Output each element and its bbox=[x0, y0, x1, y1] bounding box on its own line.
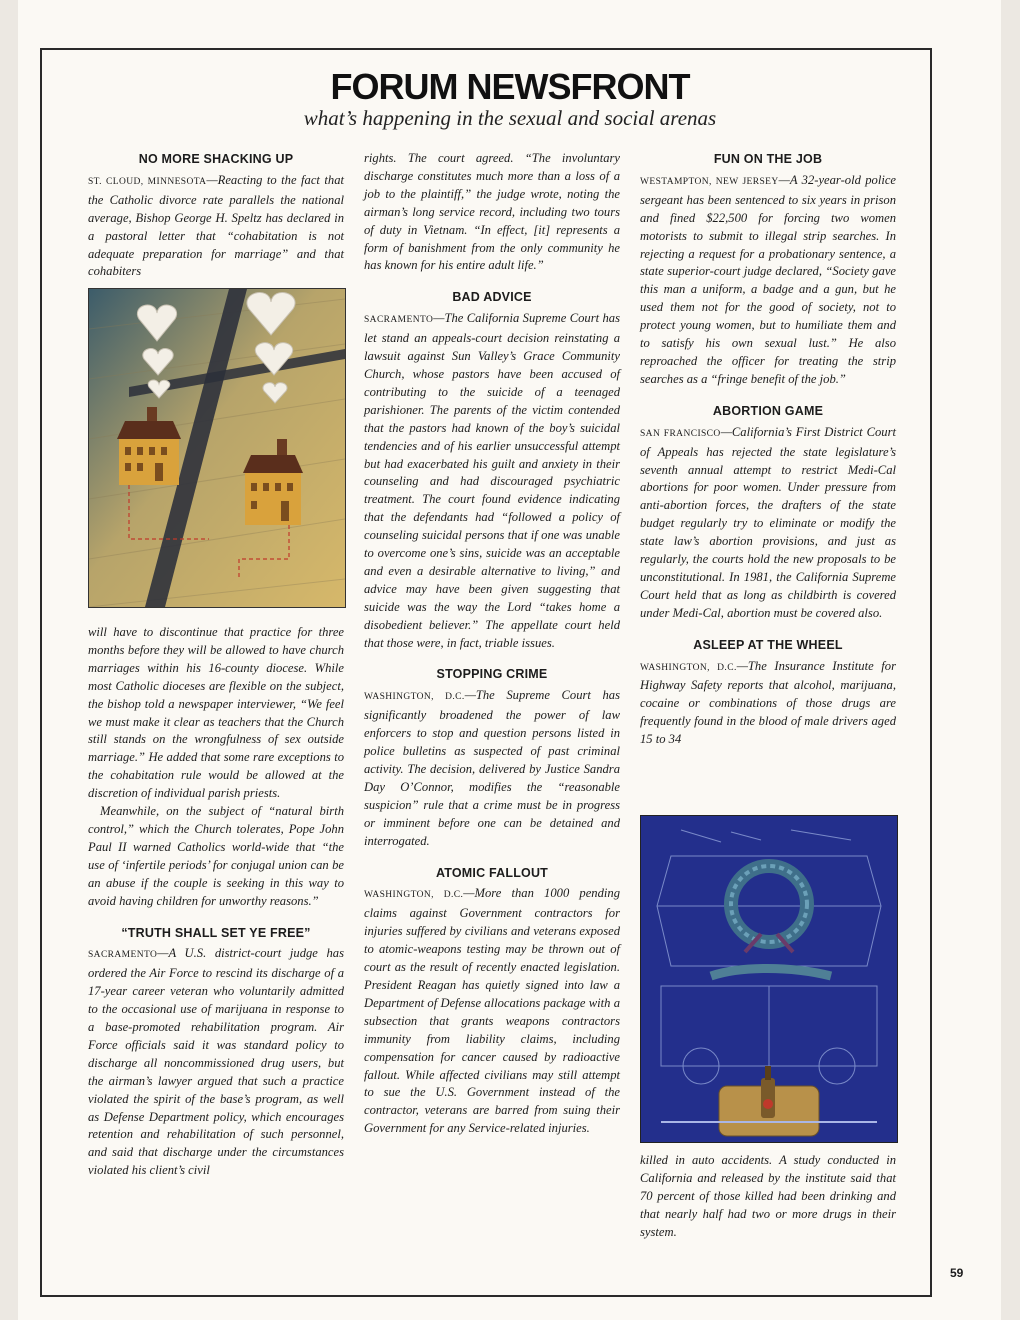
dateline: SAN FRANCISCO bbox=[640, 428, 721, 439]
article-text: Meanwhile, on the subject of “natural birth control,” which the Church tolerates, Pope John Paul II warned Catholics world-wide that “the use of ‘infertile periods’ for conjugal union can be an abuse if the couple is seeking in this way to avoid having children for unworthy reasons.” bbox=[88, 804, 344, 908]
dateline: WASHINGTON, D.C. bbox=[364, 890, 464, 901]
article-text: —More than 1000 pending claims against Government contractors for injuries suffered by civilians and veterans exposed to atomic-weapons testing may be thrown out of court as the result of recently enacted legislation. President Reagan has quietly signed into law a Department of Defense allocations package with a subsection that grants weapons contractors immunity from liability claims, including compensation for cancer caused by radioactive fallout. While affected civilians may still attempt to sue the U.S. Government instead of the contractor, veterans are barred from suing their Government for any Service-related injuries. bbox=[364, 886, 620, 1136]
article-text: —The California Supreme Court has let stand an appeals-court decision reinstating a lawsuit against Sun Valley’s Grace Community Church, whose pastors have been accused of contributing to the suicide of a teenaged parishioner. The parents of the victim contended that the pastors had known of the boy’s suicidal tendencies and of his earlier unsuccessful attempt but had exacerbated his guilt and anxiety in their counseling and had discouraged psychiatric treatment. The court found evidence indicating that the defendants had “followed a policy of counseling suicidal persons that if one was unable to overcome one’s sins, suicide was an acceptable and even a desirable alternative to living,” and advice may have been given suggesting that suicide was the way the Lord “takes home a disobedient believer.” The appellate court held that those were, in fact, triable issues. bbox=[364, 311, 620, 650]
headline-fun-on-the-job: FUN ON THE JOB bbox=[713, 152, 823, 166]
dateline: SACRAMENTO bbox=[364, 315, 434, 326]
houses-hearts-illustration bbox=[88, 288, 346, 608]
article-text: —A U.S. district-court judge has ordered the Air Force to rescind its discharge of a 17-year career veteran who voluntarily admitted to the occasional use of marijuana in response to a base-promoted rehabilitation program. Air Force officials said it was standard policy to discharge all noncommissioned drug users, but the airman’s lawyer argued that such a practice violated the spirit of the base’s program, as well as Defense Department policy, which encourages retention and rehabilitation of such personnel, and said that discharge under the circumstances violated his client’s civil bbox=[88, 946, 344, 1178]
headline-stopping-crime: STOPPING CRIME bbox=[436, 667, 548, 682]
page-number: 59 bbox=[950, 1266, 964, 1280]
column-3-bottom bbox=[640, 1152, 896, 1242]
dateline: WESTAMPTON, NEW JERSEY bbox=[640, 176, 779, 187]
page-title: FORUM NEWSFRONT bbox=[330, 66, 690, 107]
dateline: WASHINGTON, D.C. bbox=[640, 662, 737, 673]
dateline: ST. CLOUD, MINNESOTA bbox=[88, 176, 207, 187]
dateline: SACRAMENTO bbox=[88, 950, 158, 961]
headline-truth-shall-set-ye-free: “TRUTH SHALL SET YE FREE” bbox=[121, 925, 311, 940]
article-text: —A 32-year-old police sergeant has been sentenced to six years in prison and fined $22,500 for forcing two women motorists to submit to illegal strip searches. In rejecting a request for a probationary sentence, a state superior-court judge declared, “Society gave this man a uniform, a badge and a gun, but he used them not for the good of society, not to protect young women, but to humiliate them and to satisfy his own sexual lust.” He also reproached the officer for treating the strip searches as a “fringe benefit of the job.” bbox=[640, 172, 896, 386]
page-subtitle: what’s happening in the sexual and social arenas bbox=[303, 106, 717, 130]
column-3-top bbox=[640, 151, 896, 749]
dateline: WASHINGTON, D.C. bbox=[364, 692, 465, 703]
column-2 bbox=[364, 150, 620, 1138]
headline-atomic-fallout: ATOMIC FALLOUT bbox=[435, 865, 549, 880]
article-text: rights. The court agreed. “The involuntary discharge constitutes much more than a loss of a job to the plaintiff,” the judge wrote, noting the airman’s long service record, including two tours of duty in Vietnam. “In effect, [it] represents a form of banishment from the only community he has known for his entire adult life.” bbox=[364, 151, 620, 273]
blueprint-wreath-illustration bbox=[640, 815, 898, 1143]
column-1-top bbox=[88, 151, 344, 281]
article-text: —The Supreme Court has significantly broadened the power of law enforcers to stop and question persons listed in police bulletins as suspected of past criminal activity. The decision, delivered by Justice Sandra Day O’Connor, modifies the “reasonable suspicion” rule that a crime must be in progress or imminent before one can be detained and interrogated. bbox=[364, 688, 620, 848]
article-text: —California’s First District Court of Appeals has rejected the state legislature’s seventh annual attempt to restrict Medi-Cal abortions for poor women. Under pressure from anti-abortion forces, the drafters of the state budget regularly try to eliminate or modify the state law’s abortion provisions, and just as regularly, the courts hold the new proposals to be unconstitutional. In 1981, the California Supreme Court held that as long as childbirth is covered under Medi-Cal, abortion must be covered also. bbox=[640, 424, 896, 620]
article-text: —The Insurance Institute for Highway Safety reports that alcohol, marijuana, cocaine or combinations of those drugs are frequently found in the blood of male drivers aged 15 to 34 bbox=[640, 658, 896, 747]
article-text: will have to discontinue that practice for three months before they will be allowed to have church marriages within his 16-county diocese. While most Catholic dioceses are flexible on the subject, the bishop told a newspaper interviewer, “We feel we must make it clear as teachers that the Church still stands on the wrongfulness of sex outside marriage.” He added that some rare exceptions to the cohabitation rule would be allowed at the discretion of individual parish priests. bbox=[88, 625, 344, 801]
article-text: killed in auto accidents. A study conducted in California and released by the institute said that 70 percent of those killed had been drinking and that nearly half had two or more drugs in their system. bbox=[640, 1153, 896, 1239]
column-1-bottom bbox=[88, 624, 344, 1180]
headline-no-more-shacking-up: NO MORE SHACKING UP bbox=[138, 152, 294, 166]
headline-asleep-at-the-wheel: ASLEEP AT THE WHEEL bbox=[693, 637, 843, 652]
headline-bad-advice: BAD ADVICE bbox=[452, 290, 532, 305]
article-text: —Reacting to the fact that the Catholic divorce rate parallels the national average, Bishop George H. Speltz has declared in a pastoral letter that “cohabitation is not adequate preparation for marriage” and that cohabiters bbox=[88, 172, 344, 279]
headline-abortion-game: ABORTION GAME bbox=[712, 403, 824, 418]
